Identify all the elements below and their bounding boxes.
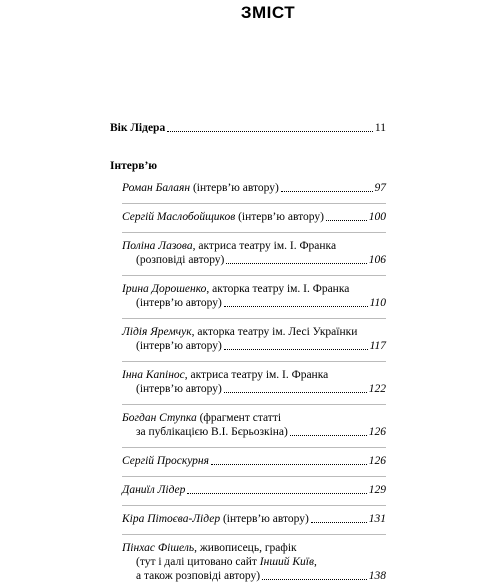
dot-leader: [211, 464, 367, 465]
entry-description: , акторка театру ім. Лесі Українки: [191, 326, 358, 338]
toc-page-number: 11: [374, 122, 386, 134]
entry-description-cont: (розповіді автору): [136, 254, 225, 266]
dot-leader: [224, 392, 367, 393]
person-name: Кіра Пітоєва-Лідер: [122, 513, 221, 525]
divider: [122, 232, 386, 233]
entry-description-cont: (інтерв’ю автору): [136, 383, 222, 395]
entry-description-cont: за публікацією В.І. Бєрьозкіна): [136, 426, 288, 438]
divider: [122, 404, 386, 405]
divider: [122, 318, 386, 319]
toc-entry[interactable]: [122, 368, 386, 396]
table-of-contents: [110, 121, 386, 583]
toc-page-number: 131: [368, 513, 386, 525]
divider: [122, 203, 386, 204]
divider: [122, 476, 386, 477]
toc-page-number: 117: [369, 340, 386, 352]
entry-description: (інтерв’ю автору): [235, 211, 324, 223]
dot-leader: [262, 579, 367, 580]
entry-description: , актриса театру ім. І. Франка: [184, 369, 329, 381]
toc-entry[interactable]: [122, 181, 386, 195]
toc-entry[interactable]: [122, 325, 386, 353]
divider: [122, 505, 386, 506]
toc-entry[interactable]: [122, 411, 386, 439]
entry-description: (фрагмент статті: [196, 412, 282, 424]
toc-page-number: 126: [368, 426, 386, 438]
dot-leader: [224, 349, 368, 350]
entry-punctuation: ,: [313, 556, 317, 568]
person-name: Ірина Дорошенко: [122, 283, 207, 295]
dot-leader: [326, 220, 367, 221]
toc-page-number: 106: [368, 254, 386, 266]
section-heading: Інтерв’ю: [110, 160, 158, 172]
dot-leader: [224, 306, 368, 307]
entry-description: (інтерв’ю автору): [220, 513, 309, 525]
dot-leader: [187, 493, 366, 494]
person-name: Пінхас Фішель: [122, 542, 195, 554]
toc-entry-label: Вік Лідера: [110, 122, 166, 134]
toc-page-number: 138: [368, 570, 386, 582]
dot-leader: [167, 131, 373, 132]
toc-entry-vik-lidera[interactable]: [110, 121, 386, 135]
toc-page-number: 126: [368, 455, 386, 467]
entry-description: , акторка театру ім. І. Франка: [206, 283, 350, 295]
toc-entry[interactable]: [122, 239, 386, 267]
toc-entry[interactable]: [122, 541, 386, 583]
dot-leader: [226, 263, 366, 264]
person-name: Поліна Лазова: [122, 240, 193, 252]
site-name: Інший Київ: [259, 556, 314, 568]
toc-entry[interactable]: [122, 512, 386, 526]
entry-description-cont: (інтерв’ю автору): [136, 340, 222, 352]
entry-description-cont: а також розповіді автору): [136, 570, 261, 582]
toc-page-number: 110: [369, 297, 386, 309]
entry-description: (інтерв’ю автору): [190, 182, 279, 194]
person-name: Роман Балаян: [122, 182, 191, 194]
toc-page-number: 100: [368, 211, 386, 223]
entry-description-cont: (тут і далі цитовано сайт: [136, 556, 260, 568]
toc-page-number: 97: [374, 182, 386, 194]
toc-entry[interactable]: [122, 454, 386, 468]
toc-entry[interactable]: [122, 210, 386, 224]
divider: [122, 361, 386, 362]
toc-page-number: 122: [368, 383, 386, 395]
entry-description-cont: (інтерв’ю автору): [136, 297, 222, 309]
page-title: ЗМІСТ: [240, 3, 296, 22]
dot-leader: [281, 191, 373, 192]
divider: [122, 447, 386, 448]
person-name: Лідія Яремчук: [122, 326, 192, 338]
dot-leader: [311, 522, 367, 523]
toc-page-number: 129: [368, 484, 386, 496]
entry-description: , актриса театру ім. І. Франка: [192, 240, 337, 252]
toc-entry[interactable]: [122, 483, 386, 497]
person-name: Даниїл Лідер: [122, 484, 186, 496]
toc-entry[interactable]: [122, 282, 386, 310]
person-name: Богдан Ступка: [122, 412, 197, 424]
divider: [122, 275, 386, 276]
divider: [122, 534, 386, 535]
entry-description: , живописець, графік: [194, 542, 297, 554]
person-name: Сергій Проскурня: [122, 455, 209, 467]
person-name: Сергій Маслобойщиков: [122, 211, 236, 223]
dot-leader: [290, 435, 367, 436]
person-name: Інна Капінос: [122, 369, 185, 381]
